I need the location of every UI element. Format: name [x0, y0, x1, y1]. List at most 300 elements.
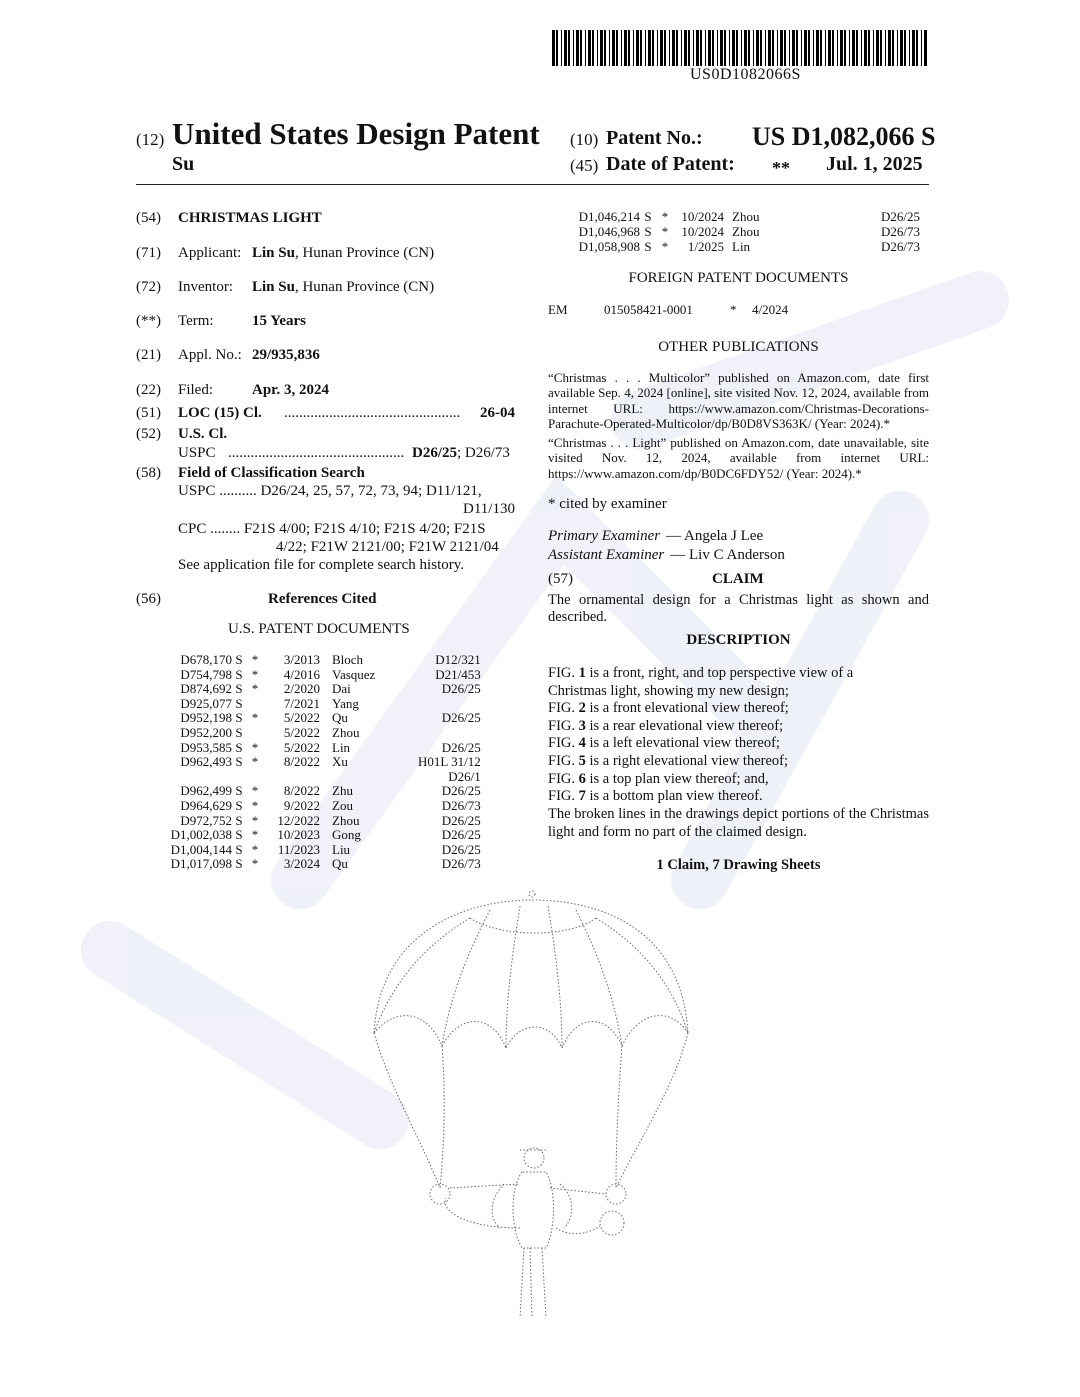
field-22: [136, 382, 329, 399]
barcode-bar: [588, 30, 591, 66]
cited-marker: *: [251, 797, 259, 813]
claim-heading: CLAIM: [712, 571, 764, 587]
ref-kind: S: [235, 695, 243, 711]
description-heading: DESCRIPTION: [686, 632, 791, 648]
ref-date: 5/2022: [283, 724, 320, 740]
barcode-bar: [648, 30, 651, 66]
uspc-label: USPC: [178, 445, 216, 461]
barcode-bar: [592, 30, 594, 66]
barcode-bar: [849, 30, 850, 66]
barcode-bar: [864, 30, 867, 66]
ref-class: D26/1: [448, 768, 481, 784]
barcode-bar: [684, 30, 687, 66]
figure-prefix: FIG.: [548, 665, 579, 681]
barcode-bar: [844, 30, 846, 66]
foreign-reference: [548, 302, 788, 318]
cited-marker: *: [251, 841, 259, 857]
barcode-bar: [888, 30, 891, 66]
barcode-bar: [904, 30, 906, 66]
barcode-bar: [552, 30, 555, 66]
ref-name: Dai: [332, 681, 351, 697]
figure-description-line: [548, 700, 929, 718]
barcode-bar: [609, 30, 610, 66]
barcode-bar: [705, 30, 706, 66]
foreign-docs-heading: FOREIGN PATENT DOCUMENTS: [628, 270, 849, 286]
barcode-bar: [672, 30, 675, 66]
barcode-bar: [700, 30, 702, 66]
search-cpc-line1: CPC ........ F21S 4/00; F21S 4/10; F21S 4/20; F21S: [178, 521, 486, 537]
us-references-continued-table: [568, 209, 920, 254]
ref-kind: S: [235, 681, 243, 697]
figure-description-line: [548, 788, 929, 806]
search-cpc-line2: 4/22; F21W 2121/00; F21W 2121/04: [276, 539, 499, 555]
barcode-number: US0D1082066S: [690, 66, 801, 83]
figure-number: 2: [578, 700, 586, 717]
ref-date: 8/2022: [283, 783, 320, 799]
ref-kind: S: [235, 710, 243, 726]
barcode-bar: [696, 30, 699, 66]
ref-kind: S: [235, 797, 243, 813]
code-10: (10): [570, 130, 599, 149]
ref-kind: S: [235, 783, 243, 799]
ref-date: 9/2022: [283, 797, 320, 813]
ref-class: D26/73: [441, 797, 481, 813]
barcode-bar: [561, 30, 562, 66]
field-code: (54): [136, 210, 161, 226]
figure-number: 4: [578, 735, 586, 752]
ref-class: D26/73: [881, 224, 920, 239]
ref-date: 3/2013: [283, 652, 320, 667]
ref-number: D925,077: [180, 695, 232, 711]
field-72: [136, 279, 434, 296]
ref-kind: S: [644, 239, 652, 254]
ref-number: D1,017,098: [170, 856, 232, 872]
ref-date: 4/2016: [283, 666, 320, 682]
figure-description-line: [548, 665, 929, 683]
barcode-bar: [616, 30, 618, 66]
figure-prefix: FIG.: [548, 770, 579, 787]
reference-row: [158, 682, 481, 697]
cited-marker: [246, 726, 264, 741]
ref-kind: S: [235, 856, 243, 872]
leader-dots: ...............................................: [228, 445, 405, 461]
barcode-bar: [636, 30, 639, 66]
ref-date: [264, 770, 324, 785]
field-term: [136, 313, 306, 330]
search-history-note: See application file for complete search history.: [178, 557, 465, 573]
barcode-bar: [777, 30, 778, 66]
field-code: (21): [136, 347, 161, 363]
cited-marker: *: [661, 224, 669, 239]
ref-class: [418, 697, 481, 712]
ref-date: 1/2025: [687, 239, 724, 254]
field-code: (22): [136, 382, 161, 398]
reference-row: [158, 668, 481, 683]
reference-row: [158, 814, 481, 829]
loc-value: 26-04: [480, 405, 515, 421]
barcode-bar: [765, 30, 766, 66]
term-label: Term:: [178, 313, 214, 329]
figure-number: 7: [578, 788, 586, 805]
barcode-bar: [900, 30, 903, 66]
barcode-bar: [768, 30, 771, 66]
figure-text: is a bottom plan view thereof.: [585, 788, 763, 805]
ref-kind: S: [644, 209, 652, 224]
cited-marker: *: [251, 827, 259, 843]
field-51: [136, 405, 515, 422]
barcode-bar: [652, 30, 654, 66]
ref-kind: S: [235, 754, 243, 770]
reference-row: [568, 239, 920, 254]
figure-text: is a rear elevational view thereof;: [585, 717, 784, 734]
barcode-bar: [780, 30, 783, 66]
field-56: [136, 591, 376, 608]
barcode-bar: [801, 30, 802, 66]
ref-date: 12/2022: [277, 812, 320, 828]
ref-date: 10/2024: [681, 224, 724, 239]
ref-number: D962,499: [180, 783, 232, 799]
inventor-label: Inventor:: [178, 279, 233, 295]
ref-date: 5/2022: [283, 710, 320, 726]
barcode-bar: [669, 30, 670, 66]
date-term-marker: **: [772, 158, 790, 178]
barcode-bar: [744, 30, 747, 66]
figure-number: 1: [578, 665, 586, 681]
cited-marker: *: [251, 666, 259, 682]
barcode-bar: [604, 30, 606, 66]
figure-text: is a front elevational view thereof;: [585, 700, 789, 717]
field-54: [136, 210, 322, 227]
barcode-bar: [868, 30, 870, 66]
ref-number: D962,493: [180, 754, 232, 770]
us-cl-label: U.S. Cl.: [178, 426, 228, 442]
ref-name: Qu: [332, 710, 348, 726]
barcode-bar: [556, 30, 558, 66]
ref-date: 2/2020: [283, 681, 320, 697]
uspc-primary-class: D26/25: [412, 445, 457, 461]
publication-2: “Christmas . . . Light” published on Amazon.com, date unavailable, site visited Nov. 12, 2024, available from internet URL: https://www.amazon.com/dp/B0DC6FDY52/ (Year: 2024).*: [548, 435, 929, 481]
barcode-bar: [708, 30, 711, 66]
cited-marker: *: [251, 681, 259, 697]
barcode-bar: [748, 30, 750, 66]
reference-row: [158, 828, 481, 843]
barcode-bar: [856, 30, 858, 66]
barcode-bar: [897, 30, 898, 66]
us-patent-docs-heading: U.S. PATENT DOCUMENTS: [228, 621, 410, 637]
ref-number: D754,798: [180, 666, 232, 682]
ref-date: 10/2024: [681, 209, 724, 224]
ref-name: Zhu: [332, 783, 353, 799]
figure-description-line: [548, 735, 929, 753]
barcode-bar: [828, 30, 831, 66]
barcode-bar: [633, 30, 634, 66]
primary-examiner-label: Primary Examiner: [548, 528, 661, 544]
ref-class: H01L 31/12: [418, 754, 481, 770]
figure-description-line: [548, 718, 929, 736]
primary-examiner: [548, 528, 763, 545]
loc-label: LOC (15) Cl.: [178, 405, 262, 421]
barcode-bar: [564, 30, 567, 66]
claim-text: The ornamental design for a Christmas light as shown and described.: [548, 592, 929, 625]
assistant-examiner-label: Assistant Examiner: [548, 547, 665, 563]
field-code: (72): [136, 279, 161, 295]
ref-class: D26/25: [441, 841, 481, 857]
barcode-bar: [732, 30, 735, 66]
barcode-bar: [876, 30, 879, 66]
search-uspc-line1: USPC .......... D26/24, 25, 57, 72, 73, 94; D11/121,: [178, 483, 482, 499]
barcode-bar: [792, 30, 795, 66]
ref-number: D1,046,214: [578, 209, 640, 224]
reference-row: [568, 224, 920, 239]
barcode-bar: [813, 30, 814, 66]
field-code: (56): [136, 591, 161, 607]
ref-kind: S: [235, 812, 243, 828]
barcode-image: [552, 30, 930, 66]
us-references-table: [158, 653, 481, 872]
ref-kind: S: [235, 724, 243, 740]
ref-number: D952,200: [180, 724, 232, 740]
ref-name: [324, 770, 418, 785]
barcode-bar: [772, 30, 774, 66]
filed-label: Filed:: [178, 382, 214, 398]
barcode-bar: [621, 30, 622, 66]
foreign-country: EM: [548, 302, 568, 317]
ref-kind: S: [235, 652, 243, 667]
ref-name: Zhou: [332, 812, 360, 828]
ref-name: Yang: [332, 695, 359, 711]
ref-name: Qu: [332, 856, 348, 872]
ref-kind: S: [235, 666, 243, 682]
barcode-bar: [741, 30, 742, 66]
reference-row: [158, 755, 481, 770]
barcode-bar: [909, 30, 910, 66]
document-title: United States Design Patent: [172, 116, 540, 151]
ref-number: D678,170: [180, 652, 232, 667]
ref-class: D26/25: [441, 710, 481, 726]
field-57: [548, 571, 764, 588]
reference-row: [158, 653, 481, 668]
barcode-bar: [820, 30, 822, 66]
barcode-bar: [688, 30, 690, 66]
cited-by-examiner-note: * cited by examiner: [548, 496, 667, 512]
ref-kind: S: [235, 841, 243, 857]
reference-row: [158, 857, 481, 872]
field-58: [136, 465, 365, 482]
barcode-bar: [717, 30, 718, 66]
field-52-uspc: [178, 445, 510, 462]
field-21: [136, 347, 320, 364]
barcode-bar: [924, 30, 927, 66]
figure-text: is a front, right, and top perspective view of a: [585, 665, 854, 681]
term-value: 15 Years: [252, 313, 307, 329]
barcode-bar: [580, 30, 582, 66]
references-cited-heading: References Cited: [268, 591, 377, 607]
cited-marker: *: [251, 856, 259, 872]
reference-row: [158, 741, 481, 756]
reference-row: [158, 843, 481, 858]
ref-class: D26/73: [441, 856, 481, 872]
field-code: (52): [136, 426, 161, 442]
field-code: (71): [136, 245, 161, 261]
ref-number: D1,002,038: [170, 827, 232, 843]
barcode-bar: [837, 30, 838, 66]
barcode-bar: [912, 30, 915, 66]
date-of-patent-label: Date of Patent:: [606, 153, 735, 175]
figure-description-line: [548, 753, 929, 771]
cited-marker: *: [251, 739, 259, 755]
barcode-bar: [724, 30, 726, 66]
search-field-label: Field of Classification Search: [178, 465, 365, 481]
ref-class: D26/25: [441, 681, 481, 697]
ref-number: D952,198: [180, 710, 232, 726]
reference-row: [158, 726, 481, 741]
barcode-bar: [660, 30, 663, 66]
figure-text: is a left elevational view thereof;: [585, 735, 780, 752]
reference-row: [158, 697, 481, 712]
cited-marker: *: [730, 302, 737, 317]
leader-dots: ...............................................: [284, 405, 461, 421]
figure-prefix: FIG.: [548, 753, 579, 769]
barcode-bar: [612, 30, 615, 66]
code-45: (45): [570, 156, 599, 175]
barcode-bar: [681, 30, 682, 66]
barcode-bar: [892, 30, 894, 66]
barcode-bar: [585, 30, 586, 66]
ref-kind: S: [235, 739, 243, 755]
barcode-bar: [789, 30, 790, 66]
barcode-bar: [597, 30, 598, 66]
claims-sheets-count: 1 Claim, 7 Drawing Sheets: [656, 857, 821, 873]
filed-date: Apr. 3, 2024: [252, 382, 329, 398]
field-71: [136, 245, 434, 262]
cited-marker: *: [251, 710, 259, 726]
applicant-name: Lin Su: [252, 245, 295, 261]
cited-marker: *: [661, 239, 669, 254]
ref-number: [158, 770, 232, 785]
figure-prefix: FIG.: [548, 788, 579, 805]
barcode-bar: [808, 30, 810, 66]
barcode-bar: [568, 30, 570, 66]
ref-number: D1,046,968: [578, 224, 640, 239]
reference-row: [158, 770, 481, 785]
barcode-bar: [756, 30, 759, 66]
ref-number: D1,004,144: [170, 841, 232, 857]
broken-lines-note: The broken lines in the drawings depict portions of the Christmas light and form no part of the claimed design.: [548, 806, 929, 840]
design-title: CHRISTMAS LIGHT: [178, 210, 322, 226]
reference-row: [568, 209, 920, 224]
ref-number: D964,629: [180, 797, 232, 813]
assistant-examiner-name: — Liv C Anderson: [670, 547, 785, 563]
applicant-label: Applicant:: [178, 245, 242, 261]
field-code: (58): [136, 465, 161, 481]
barcode-bar: [664, 30, 666, 66]
barcode-bar: [832, 30, 834, 66]
barcode-bar: [712, 30, 714, 66]
figure-number: 6: [578, 770, 586, 787]
ref-class: D21/453: [435, 666, 481, 682]
barcode-bar: [916, 30, 918, 66]
primary-examiner-name: — Angela J Lee: [666, 528, 764, 544]
ref-date: 11/2023: [277, 841, 320, 857]
barcode-bar: [720, 30, 723, 66]
barcode-bar: [729, 30, 730, 66]
ref-name: Zhou: [332, 724, 360, 740]
barcode-bar: [784, 30, 786, 66]
ref-name: Lin: [732, 239, 751, 254]
ref-class: [418, 726, 481, 741]
barcode-bar: [816, 30, 819, 66]
figure-prefix: FIG.: [548, 700, 579, 717]
ref-name: Vasquez: [332, 666, 376, 682]
cited-marker: *: [661, 209, 669, 224]
ref-date: 10/2023: [277, 827, 320, 843]
figure-description-line: [548, 683, 929, 701]
reference-row: [158, 799, 481, 814]
ref-class: D26/25: [881, 209, 920, 224]
barcode-bar: [760, 30, 762, 66]
reference-row: [158, 784, 481, 799]
figure-text: is a top plan view thereof; and,: [585, 770, 769, 787]
field-52: [136, 426, 227, 443]
barcode-bar: [576, 30, 579, 66]
assistant-examiner: [548, 547, 785, 564]
barcode-bar: [628, 30, 630, 66]
ref-class: D26/25: [441, 827, 481, 843]
ref-number: D953,585: [180, 739, 232, 755]
field-code: (51): [136, 405, 161, 421]
search-uspc-line2: D11/130: [463, 501, 515, 517]
ref-date: 3/2024: [283, 856, 320, 872]
field-code: (57): [548, 571, 573, 587]
foreign-date: 4/2024: [752, 302, 789, 317]
ref-name: Zhou: [732, 224, 760, 239]
uspc-secondary-class: ; D26/73: [457, 445, 510, 461]
figure-description-line: [548, 771, 929, 789]
date-of-patent: Jul. 1, 2025: [826, 153, 923, 175]
figure-number: 3: [578, 717, 586, 734]
appl-no-value: 29/935,836: [252, 347, 320, 363]
cited-marker: *: [251, 783, 259, 799]
ref-name: Zou: [332, 797, 353, 813]
figure-number: 5: [578, 753, 586, 769]
barcode-bar: [676, 30, 678, 66]
ref-kind: S: [644, 224, 652, 239]
publication-1: “Christmas . . . Multicolor” published on Amazon.com, date first available Sep. 4, 2024 [online], site visited Nov. 12, 2024, available from internet URL: https://www.amazon.com/Christmas-Decorations-Parachute-Operated-Multicolor/dp/B0D8VS363K/ (Year: 2024).*: [548, 370, 929, 432]
barcode-bar: [921, 30, 922, 66]
barcode-bar: [861, 30, 862, 66]
ref-name: Gong: [332, 827, 361, 843]
ref-date: 5/2022: [283, 739, 320, 755]
barcode-bar: [796, 30, 798, 66]
code-12: (12): [136, 130, 165, 149]
ref-kind: S: [235, 827, 243, 843]
barcode-bar: [885, 30, 886, 66]
field-code: (**): [136, 313, 161, 329]
barcode-bar: [573, 30, 574, 66]
ref-date: 7/2021: [283, 695, 320, 711]
figure-prefix: FIG.: [548, 735, 579, 752]
barcode-bar: [657, 30, 658, 66]
inventor-name: Lin Su: [252, 279, 295, 295]
appl-no-label: Appl. No.:: [178, 347, 242, 363]
inventor-surname: Su: [172, 153, 195, 175]
barcode-bar: [624, 30, 627, 66]
barcode-bar: [825, 30, 826, 66]
header-divider: [136, 184, 929, 185]
barcode-bar: [640, 30, 642, 66]
ref-number: D874,692: [180, 681, 232, 697]
ref-name: Liu: [332, 841, 351, 857]
